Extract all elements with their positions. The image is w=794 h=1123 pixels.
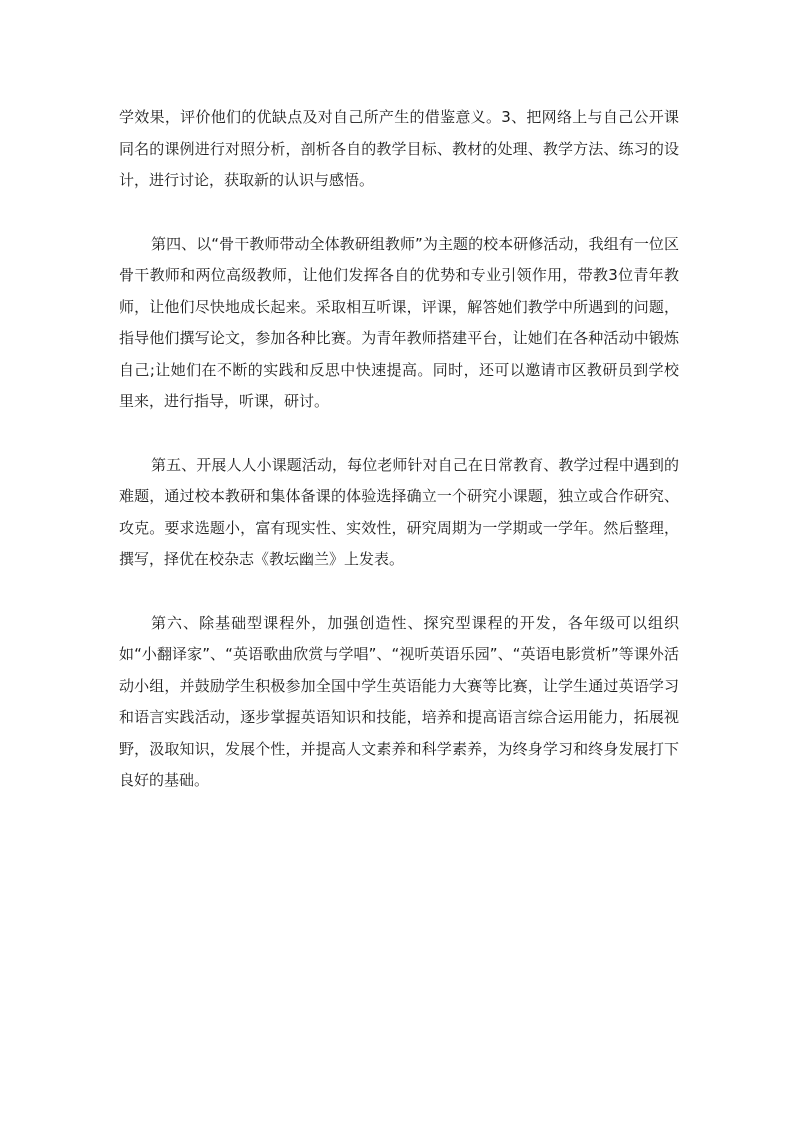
paragraph-fifth: 第五、开展人人小课题活动，每位老师针对自己在日常教育、教学过程中遇到的难题，通过校本教研和集体备课的体验选择确立一个研究小课题，独立或合作研究、攻克。要求选题小，富有现实性、实效性，研究周期为一学期或一学年。然后整理，撰写，择优在校杂志《教坛幽兰》上发表。	[119, 455, 679, 568]
paragraph-continuation: 学效果，评价他们的优缺点及对自己所产生的借鉴意义。3、把网络上与自己公开课同名的课例进行对照分析，剖析各自的教学目标、教材的处理、教学方法、练习的设计，进行讨论，获取新的认识与感悟。	[119, 108, 679, 189]
document-body	[119, 102, 679, 829]
paragraph-fourth: 第四、以“骨干教师带动全体教研组教师”为主题的校本研修活动，我组有一位区骨干教师和两位高级教师，让他们发挥各自的优势和专业引领作用，带教3位青年教师，让他们尽快地成长起来。采取相互听课，评课，解答她们教学中所遇到的问题，指导他们撰写论文，参加各种比赛。为青年教师搭建平台，让她们在各种活动中锻炼自己;让她们在不断的实践和反思中快速提高。同时，还可以邀请市区教研员到学校里来，进行指导，听课，研讨。	[119, 234, 679, 410]
paragraph-sixth: 第六、除基础型课程外，加强创造性、探究型课程的开发，各年级可以组织如“小翻译家”、“英语歌曲欣赏与学唱”、“视听英语乐园”、“英语电影赏析”等课外活动小组，并鼓励学生积极参加全国中学生英语能力大赛等比赛，让学生通过英语学习和语言实践活动，逐步掌握英语知识和技能，培养和提高语言综合运用能力，拓展视野，汲取知识，发展个性，并提高人文素养和科学素养，为终身学习和终身发展打下良好的基础。	[119, 613, 679, 789]
